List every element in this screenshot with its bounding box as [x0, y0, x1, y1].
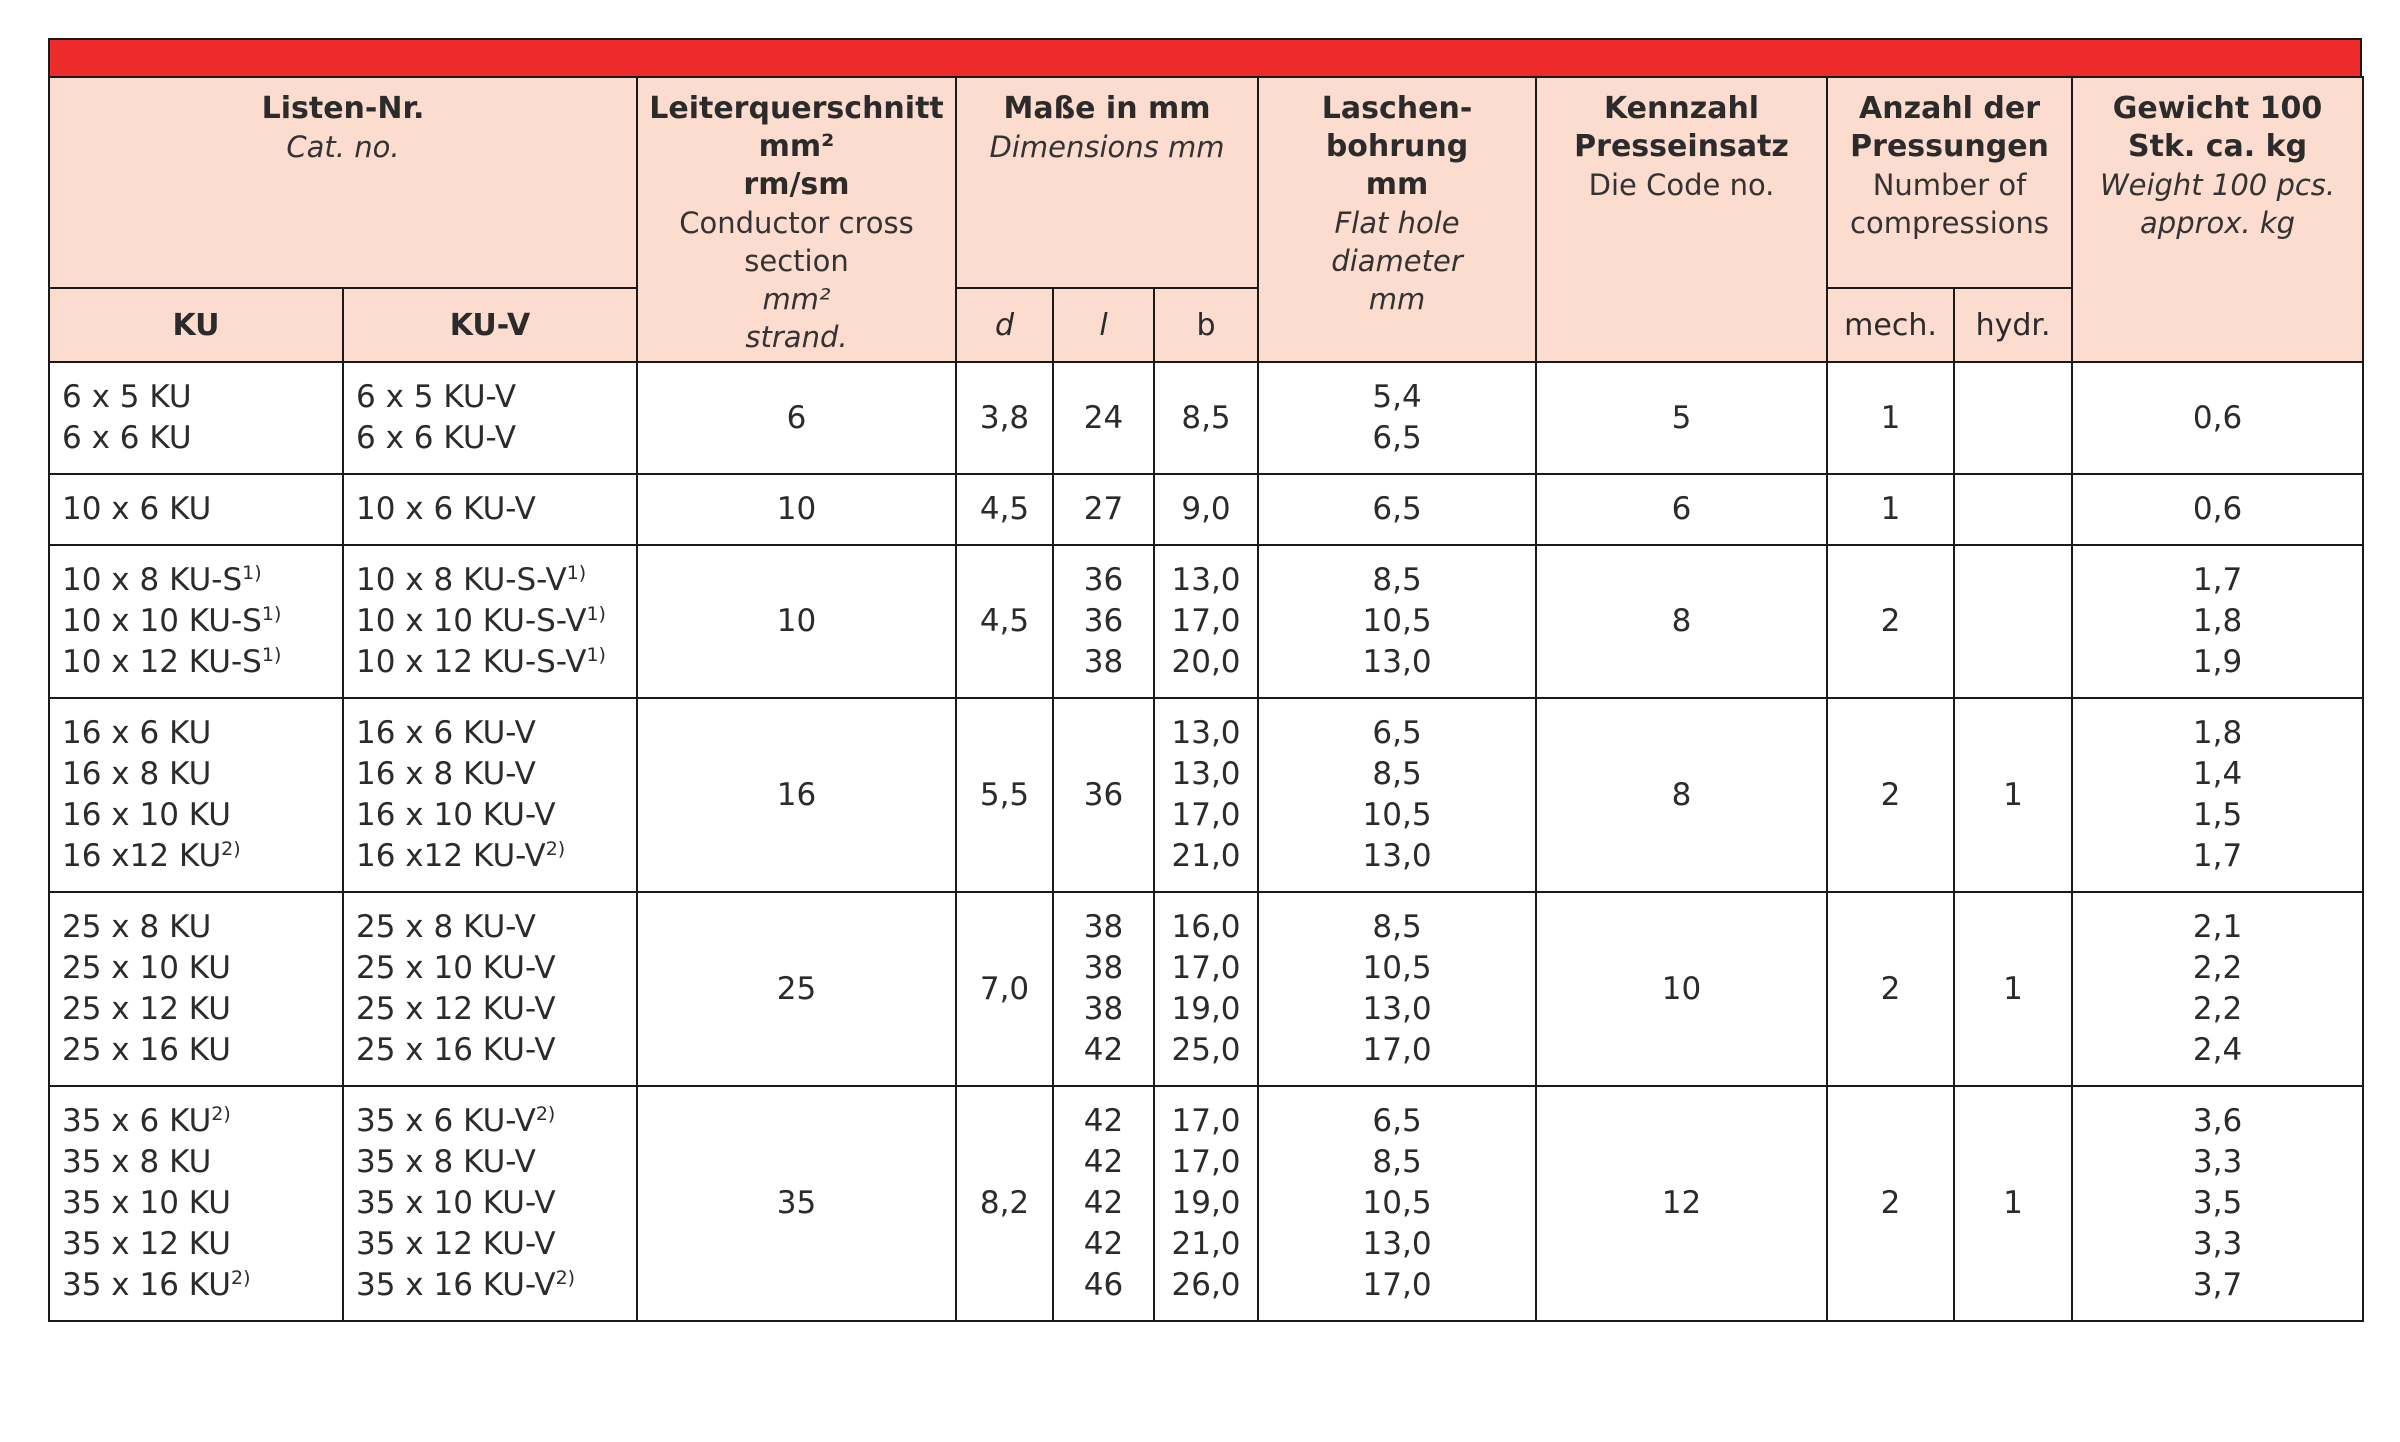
- footnote-mark: 1): [261, 603, 282, 625]
- ku-v-cell: [343, 545, 637, 698]
- value-line: 8,5: [1372, 909, 1422, 945]
- cat-no-line: [62, 601, 342, 642]
- cat-no-line: [62, 489, 342, 530]
- cat-no-line: [62, 1224, 342, 1265]
- value-line: 42: [1083, 1032, 1124, 1068]
- value-line: 42: [1083, 1226, 1124, 1262]
- header-dim-d: d: [956, 288, 1053, 362]
- value-line: 5,4: [1372, 379, 1422, 415]
- dim-d-cell: 4,5: [956, 545, 1053, 698]
- dim-d-cell: 8,2: [956, 1086, 1053, 1321]
- table-header: [49, 77, 2363, 362]
- cat-no-line: [356, 1224, 636, 1265]
- ku-cell: [49, 474, 343, 545]
- header-mech: mech.: [1827, 288, 1954, 362]
- cat-no-text: 35 x 6 KU-V: [356, 1103, 536, 1139]
- cat-no-line: [62, 713, 342, 754]
- value-line: 20,0: [1171, 644, 1241, 680]
- hole-cell: [1258, 474, 1536, 545]
- weight-cell: [2072, 545, 2363, 698]
- cat-no-text: 25 x 10 KU-V: [356, 950, 556, 986]
- conductor-cell: 10: [637, 545, 956, 698]
- cat-no-line: [356, 948, 636, 989]
- header-weight: Gewicht 100 Stk. ca. kg Weight 100 pcs. approx. kg: [2072, 77, 2363, 362]
- value-line: 0,6: [2192, 491, 2243, 527]
- cat-no-line: [356, 1142, 636, 1183]
- cat-no-text: 6 x 5 KU-V: [356, 379, 517, 415]
- ku-cell: [49, 362, 343, 474]
- cat-no-line: [62, 418, 342, 459]
- cat-no-text: 16 x 6 KU: [62, 715, 212, 751]
- cat-no-line: [356, 836, 636, 877]
- cat-no-text: 16 x 6 KU-V: [356, 715, 536, 751]
- cat-no-text: 25 x 12 KU: [62, 991, 231, 1027]
- value-line: 13,0: [1171, 756, 1241, 792]
- cat-no-line: [356, 489, 636, 530]
- cat-no-text: 16 x 8 KU: [62, 756, 212, 792]
- cat-no-line: [62, 1183, 342, 1224]
- value-line: 13,0: [1171, 562, 1241, 598]
- ku-v-cell: [343, 362, 637, 474]
- footnote-mark: 2): [211, 1103, 231, 1125]
- hole-cell: [1258, 892, 1536, 1086]
- value-line: 1,8: [2192, 715, 2243, 751]
- dim-l-cell: [1053, 892, 1154, 1086]
- value-line: 2,1: [2192, 909, 2243, 945]
- mech-cell: 1: [1827, 474, 1954, 545]
- value-line: 17,0: [1171, 1144, 1241, 1180]
- value-line: 6,5: [1372, 491, 1422, 527]
- ku-cell: [49, 892, 343, 1086]
- table-row: [49, 698, 2363, 892]
- cat-no-text: 16 x 8 KU-V: [356, 756, 536, 792]
- hydr-cell: [1954, 362, 2072, 474]
- cat-no-text: 10 x 12 KU-S-V: [356, 644, 587, 680]
- mech-cell: 2: [1827, 892, 1954, 1086]
- cat-no-text: 25 x 10 KU: [62, 950, 231, 986]
- cat-no-line: [62, 642, 342, 683]
- weight-cell: [2072, 474, 2363, 545]
- red-header-bar: [48, 38, 2362, 76]
- die-code-cell: 5: [1536, 362, 1827, 474]
- dim-l-cell: [1053, 545, 1154, 698]
- value-line: 42: [1083, 1144, 1124, 1180]
- dim-d-cell: 7,0: [956, 892, 1053, 1086]
- value-line: 27: [1083, 491, 1124, 527]
- header-dim-b: b: [1154, 288, 1258, 362]
- cat-no-text: 25 x 12 KU-V: [356, 991, 556, 1027]
- cat-no-text: 35 x 12 KU-V: [356, 1226, 556, 1262]
- table-row: [49, 545, 2363, 698]
- value-line: 13,0: [1171, 715, 1241, 751]
- dim-l-cell: [1053, 698, 1154, 892]
- value-line: 36: [1083, 776, 1124, 813]
- cat-no-line: [356, 754, 636, 795]
- hole-cell: [1258, 545, 1536, 698]
- cat-no-line: [62, 948, 342, 989]
- footnote-mark: 1): [586, 603, 606, 625]
- cat-no-text: 16 x 10 KU-V: [356, 797, 556, 833]
- value-line: 19,0: [1171, 1185, 1241, 1221]
- value-line: 17,0: [1362, 1267, 1432, 1303]
- cat-no-line: [356, 989, 636, 1030]
- value-line: 6,5: [1372, 420, 1422, 456]
- conductor-cell: 25: [637, 892, 956, 1086]
- value-line: 8,5: [1372, 562, 1422, 598]
- dim-b-cell: [1154, 1086, 1258, 1321]
- dim-b-cell: [1154, 474, 1258, 545]
- die-code-cell: 10: [1536, 892, 1827, 1086]
- footnote-mark: 2): [535, 1103, 556, 1125]
- table-row: [49, 1086, 2363, 1321]
- table-row: [49, 362, 2363, 474]
- value-line: 17,0: [1171, 603, 1241, 639]
- value-line: 3,7: [2192, 1267, 2243, 1303]
- value-line: 2,2: [2192, 950, 2243, 986]
- footnote-mark: 2): [555, 1267, 576, 1289]
- value-line: 8,5: [1372, 756, 1422, 792]
- value-line: 3,6: [2192, 1103, 2243, 1139]
- mech-cell: 2: [1827, 698, 1954, 892]
- value-line: 1,7: [2192, 562, 2243, 598]
- value-line: 17,0: [1171, 1103, 1241, 1139]
- header-ku-v: KU-V: [343, 288, 637, 362]
- value-line: 0,6: [2192, 399, 2243, 436]
- dim-l-cell: [1053, 1086, 1154, 1321]
- ku-v-cell: [343, 1086, 637, 1321]
- value-line: 36: [1083, 603, 1124, 639]
- value-line: 38: [1083, 909, 1124, 945]
- value-line: 2,2: [2192, 991, 2243, 1027]
- dim-d-cell: 3,8: [956, 362, 1053, 474]
- conductor-cell: 6: [637, 362, 956, 474]
- dim-b-cell: [1154, 545, 1258, 698]
- cat-no-text: 25 x 8 KU: [62, 909, 212, 945]
- cat-no-line: [62, 560, 342, 601]
- value-line: 19,0: [1171, 991, 1241, 1027]
- value-line: 17,0: [1171, 950, 1241, 986]
- cat-no-line: [356, 1183, 636, 1224]
- hole-cell: [1258, 1086, 1536, 1321]
- cat-no-line: [62, 1142, 342, 1183]
- conductor-cell: 35: [637, 1086, 956, 1321]
- weight-cell: [2072, 698, 2363, 892]
- hydr-cell: [1954, 545, 2072, 698]
- dim-d-cell: 5,5: [956, 698, 1053, 892]
- header-ku: KU: [49, 288, 343, 362]
- value-line: 13,0: [1362, 644, 1432, 680]
- cat-no-line: [356, 1101, 636, 1142]
- value-line: 21,0: [1171, 838, 1241, 874]
- cat-no-text: 10 x 6 KU-V: [356, 491, 536, 527]
- hydr-cell: 1: [1954, 698, 2072, 892]
- header-die-code: Kennzahl Presseinsatz Die Code no.: [1536, 77, 1827, 362]
- value-line: 42: [1083, 1185, 1124, 1221]
- cat-no-line: [62, 836, 342, 877]
- cat-no-line: [356, 560, 636, 601]
- cat-no-line: [62, 1101, 342, 1142]
- header-flat-hole: Laschen- bohrung mm Flat hole diameter mm: [1258, 77, 1536, 362]
- cat-no-line: [356, 418, 636, 459]
- header-dim-l: l: [1053, 288, 1154, 362]
- value-line: 13,0: [1362, 991, 1432, 1027]
- cat-no-text: 10 x 8 KU-S-V: [356, 562, 567, 598]
- cat-no-line: [62, 1265, 342, 1306]
- cat-no-text: 10 x 10 KU-S: [62, 603, 262, 639]
- cat-no-line: [62, 795, 342, 836]
- value-line: 36: [1083, 562, 1124, 598]
- hydr-cell: 1: [1954, 1086, 2072, 1321]
- value-line: 2,4: [2192, 1032, 2243, 1068]
- cat-no-text: 35 x 12 KU: [62, 1226, 231, 1262]
- spec-sheet: [48, 38, 2362, 1322]
- cat-no-text: 25 x 16 KU-V: [356, 1032, 556, 1068]
- table-body: [49, 362, 2363, 1321]
- value-line: 17,0: [1171, 797, 1241, 833]
- value-line: 10,5: [1362, 603, 1432, 639]
- cat-no-text: 35 x 10 KU: [62, 1185, 231, 1221]
- cat-no-line: [356, 795, 636, 836]
- cat-no-line: [62, 1030, 342, 1071]
- cat-no-line: [62, 989, 342, 1030]
- hole-cell: [1258, 698, 1536, 892]
- mech-cell: 1: [1827, 362, 1954, 474]
- value-line: 1,8: [2192, 603, 2243, 639]
- value-line: 3,3: [2192, 1226, 2243, 1262]
- footnote-mark: 2): [221, 838, 241, 860]
- dim-l-cell: [1053, 362, 1154, 474]
- value-line: 9,0: [1181, 491, 1231, 527]
- value-line: 42: [1083, 1103, 1124, 1139]
- cat-no-line: [356, 907, 636, 948]
- ku-cell: [49, 1086, 343, 1321]
- cat-no-text: 35 x 10 KU-V: [356, 1185, 556, 1221]
- cat-no-line: [356, 1030, 636, 1071]
- dim-d-cell: 4,5: [956, 474, 1053, 545]
- value-line: 10,5: [1362, 797, 1432, 833]
- value-line: 38: [1083, 950, 1124, 986]
- value-line: 13,0: [1362, 838, 1432, 874]
- footnote-mark: 1): [566, 562, 587, 584]
- ku-cell: [49, 698, 343, 892]
- cat-no-line: [356, 713, 636, 754]
- cat-no-text: 25 x 16 KU: [62, 1032, 231, 1068]
- cat-no-text: 6 x 6 KU-V: [356, 420, 517, 456]
- ku-v-cell: [343, 698, 637, 892]
- footnote-mark: 1): [242, 562, 262, 584]
- product-spec-table: [48, 76, 2364, 1322]
- header-compressions: Anzahl der Pressungen Number of compressions: [1827, 77, 2072, 288]
- value-line: 10,5: [1362, 1185, 1432, 1221]
- value-line: 8,5: [1372, 1144, 1422, 1180]
- dim-l-cell: [1053, 474, 1154, 545]
- conductor-cell: 16: [637, 698, 956, 892]
- header-conductor-section: Leiterquerschnitt mm² rm/sm Conductor cross section mm² strand.: [637, 77, 956, 362]
- cat-no-line: [62, 907, 342, 948]
- cat-no-text: 10 x 12 KU-S: [62, 644, 262, 680]
- value-line: 1,9: [2192, 644, 2243, 680]
- value-line: 1,7: [2192, 838, 2243, 874]
- value-line: 16,0: [1171, 909, 1241, 945]
- die-code-cell: 6: [1536, 474, 1827, 545]
- dim-b-cell: [1154, 892, 1258, 1086]
- value-line: 6,5: [1372, 715, 1422, 751]
- cat-no-text: 16 x 10 KU: [62, 797, 231, 833]
- cat-no-text: 10 x 6 KU: [62, 491, 212, 527]
- cat-no-text: 35 x 16 KU-V: [356, 1267, 556, 1303]
- value-line: 3,3: [2192, 1144, 2243, 1180]
- cat-no-text: 35 x 8 KU-V: [356, 1144, 536, 1180]
- mech-cell: 2: [1827, 545, 1954, 698]
- cat-no-text: 6 x 5 KU: [62, 379, 192, 415]
- dim-b-cell: [1154, 362, 1258, 474]
- hole-cell: [1258, 362, 1536, 474]
- value-line: 10,5: [1362, 950, 1432, 986]
- hydr-cell: 1: [1954, 892, 2072, 1086]
- footnote-mark: 1): [261, 644, 282, 666]
- conductor-cell: 10: [637, 474, 956, 545]
- value-line: 21,0: [1171, 1226, 1241, 1262]
- cat-no-text: 10 x 8 KU-S: [62, 562, 243, 598]
- mech-cell: 2: [1827, 1086, 1954, 1321]
- cat-no-text: 35 x 8 KU: [62, 1144, 212, 1180]
- cat-no-text: 10 x 10 KU-S-V: [356, 603, 587, 639]
- weight-cell: [2072, 1086, 2363, 1321]
- cat-no-line: [62, 754, 342, 795]
- hydr-cell: [1954, 474, 2072, 545]
- ku-v-cell: [343, 474, 637, 545]
- value-line: 8,5: [1181, 399, 1231, 436]
- value-line: 24: [1083, 399, 1124, 436]
- value-line: 6,5: [1372, 1103, 1422, 1139]
- cat-no-line: [356, 601, 636, 642]
- value-line: 3,5: [2192, 1185, 2243, 1221]
- die-code-cell: 12: [1536, 1086, 1827, 1321]
- die-code-cell: 8: [1536, 698, 1827, 892]
- cat-no-line: [62, 377, 342, 418]
- cat-no-text: 35 x 16 KU: [62, 1267, 231, 1303]
- ku-cell: [49, 545, 343, 698]
- table-row: [49, 474, 2363, 545]
- value-line: 46: [1083, 1267, 1124, 1303]
- value-line: 38: [1083, 991, 1124, 1027]
- cat-no-text: 6 x 6 KU: [62, 420, 192, 456]
- table-row: [49, 892, 2363, 1086]
- value-line: 25,0: [1171, 1032, 1241, 1068]
- footnote-mark: 2): [545, 838, 566, 860]
- cat-no-text: 35 x 6 KU: [62, 1103, 212, 1139]
- die-code-cell: 8: [1536, 545, 1827, 698]
- value-line: 17,0: [1362, 1032, 1432, 1068]
- cat-no-line: [356, 642, 636, 683]
- weight-cell: [2072, 362, 2363, 474]
- value-line: 1,5: [2192, 797, 2243, 833]
- header-hydr: hydr.: [1954, 288, 2072, 362]
- cat-no-text: 25 x 8 KU-V: [356, 909, 536, 945]
- value-line: 26,0: [1171, 1267, 1241, 1303]
- ku-v-cell: [343, 892, 637, 1086]
- cat-no-line: [356, 377, 636, 418]
- value-line: 1,4: [2192, 756, 2243, 792]
- value-line: 38: [1083, 644, 1124, 680]
- dim-b-cell: [1154, 698, 1258, 892]
- weight-cell: [2072, 892, 2363, 1086]
- cat-no-text: 16 x12 KU: [62, 838, 222, 874]
- header-dimensions: Maße in mm Dimensions mm: [956, 77, 1258, 288]
- cat-no-line: [356, 1265, 636, 1306]
- header-cat-no: Listen-Nr. Cat. no.: [49, 77, 637, 288]
- cat-no-text: 16 x12 KU-V: [356, 838, 546, 874]
- footnote-mark: 1): [586, 644, 606, 666]
- value-line: 13,0: [1362, 1226, 1432, 1262]
- footnote-mark: 2): [231, 1267, 251, 1289]
